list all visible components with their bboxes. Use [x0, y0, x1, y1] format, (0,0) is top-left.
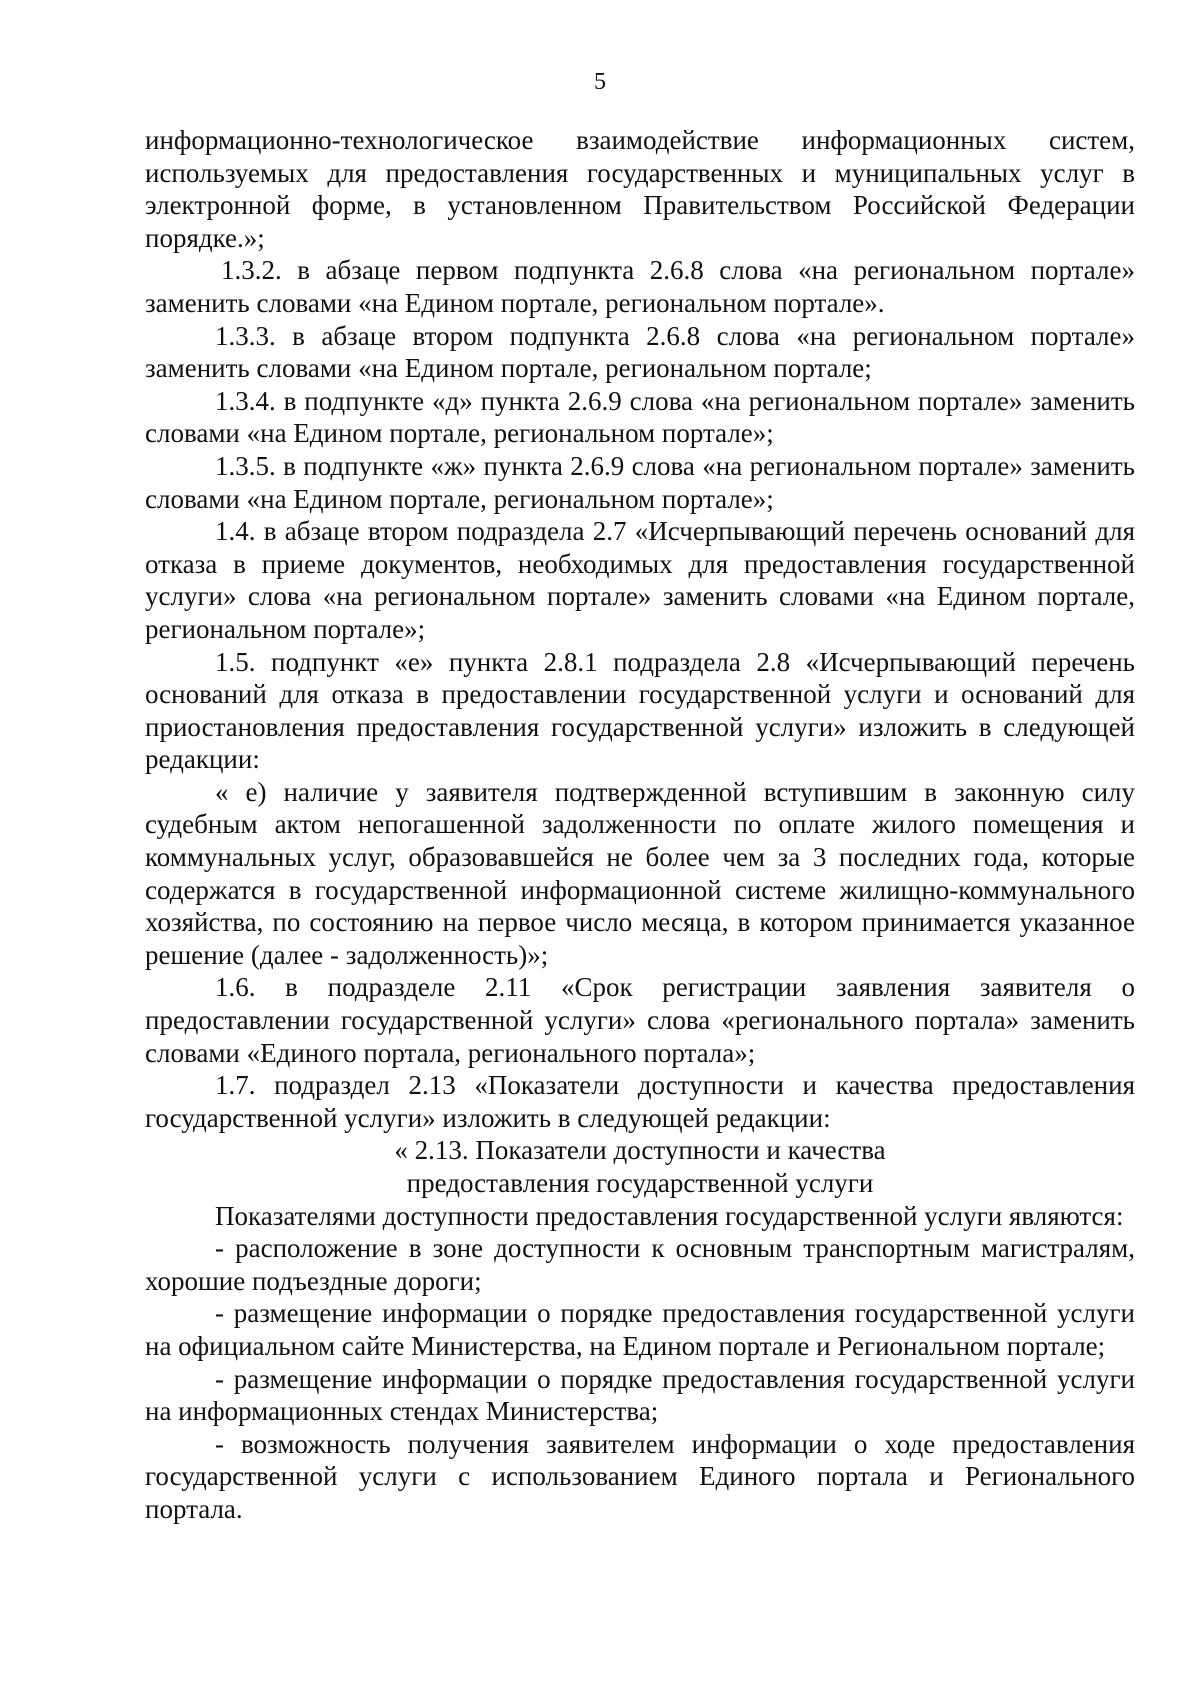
- paragraph-1-3-3: 1.3.3. в абзаце втором подпункта 2.6.8 слова «на региональном портале» заменить словами «на Едином портале, региональном портале;: [145, 320, 1135, 384]
- paragraph-1-6: 1.6. в подразделе 2.11 «Срок регистрации заявления заявителя о предоставлении государственной услуги» слова «регионального портала» заменить словами «Единого портала, регионального портала»;: [145, 972, 1135, 1068]
- list-item-website-info: - размещение информации о порядке предоставления государственной услуги на официальном сайте Министерства, на Едином портале и Региональном портале;: [145, 1298, 1135, 1361]
- paragraph-continuation: информационно-технологическое взаимодействие информационных систем, используемых для предоставления государственных и муниципальных услуг в электронной форме, в установленном Правительством Российской Федерации порядке.»;: [145, 125, 1135, 253]
- paragraph-1-3-4: 1.3.4. в подпункте «д» пункта 2.6.9 слова «на региональном портале» заменить словами «на Едином портале, региональном портале»;: [145, 385, 1135, 449]
- document-body: [145, 124, 1135, 1526]
- section-heading-line-2: предоставления государственной услуги: [406, 1168, 874, 1198]
- paragraph-subitem-e: « е) наличие у заявителя подтвержденной вступившим в законную силу судебным актом непогашенной задолженности по оплате жилого помещения и коммунальных услуг, образовавшейся не более чем за 3 последних года, которые содержатся в государственной информационной системе жилищно-коммунального хозяйства, по состоянию на первое число месяца, в котором принимается указанное решение (далее - задолженность)»;: [145, 776, 1135, 970]
- list-item-location: - расположение в зоне доступности к основным транспортным магистралям, хорошие подъездные дороги;: [145, 1233, 1135, 1296]
- paragraph-1-5: 1.5. подпункт «е» пункта 2.8.1 подраздела 2.8 «Исчерпывающий перечень оснований для отказа в предоставлении государственной услуги и оснований для приостановления предоставления государственной услуги» изложить в следующей редакции:: [145, 646, 1135, 775]
- list-item-stands-info: - размещение информации о порядке предоставления государственной услуги на информационных стендах Министерства;: [145, 1363, 1135, 1427]
- paragraph-1-4: 1.4. в абзаце втором подраздела 2.7 «Исчерпывающий перечень оснований для отказа в приеме документов, необходимых для предоставления государственной услуги» слова «на региональном портале» заменить словами «на Едином портале, региональном портале»;: [145, 516, 1135, 644]
- paragraph-indicators-intro: Показателями доступности предоставления государственной услуги являются:: [215, 1200, 1124, 1231]
- page-number: 5: [594, 69, 606, 95]
- list-item-progress-info: - возможность получения заявителем информации о ходе предоставления государственной услуги с использованием Единого портала и Регионального портала.: [145, 1428, 1135, 1524]
- paragraph-1-3-5: 1.3.5. в подпункте «ж» пункта 2.6.9 слова «на региональном портале» заменить словами «на Едином портале, региональном портале»;: [145, 450, 1135, 514]
- paragraph-1-7: 1.7. подраздел 2.13 «Показатели доступности и качества предоставления государственной услуги» изложить в следующей редакции:: [145, 1070, 1135, 1133]
- section-heading-line-1: « 2.13. Показатели доступности и качества: [394, 1135, 886, 1166]
- paragraph-1-3-2: 1.3.2. в абзаце первом подпункта 2.6.8 слова «на региональном портале» заменить словами «на Едином портале, региональном портале».: [145, 255, 1135, 318]
